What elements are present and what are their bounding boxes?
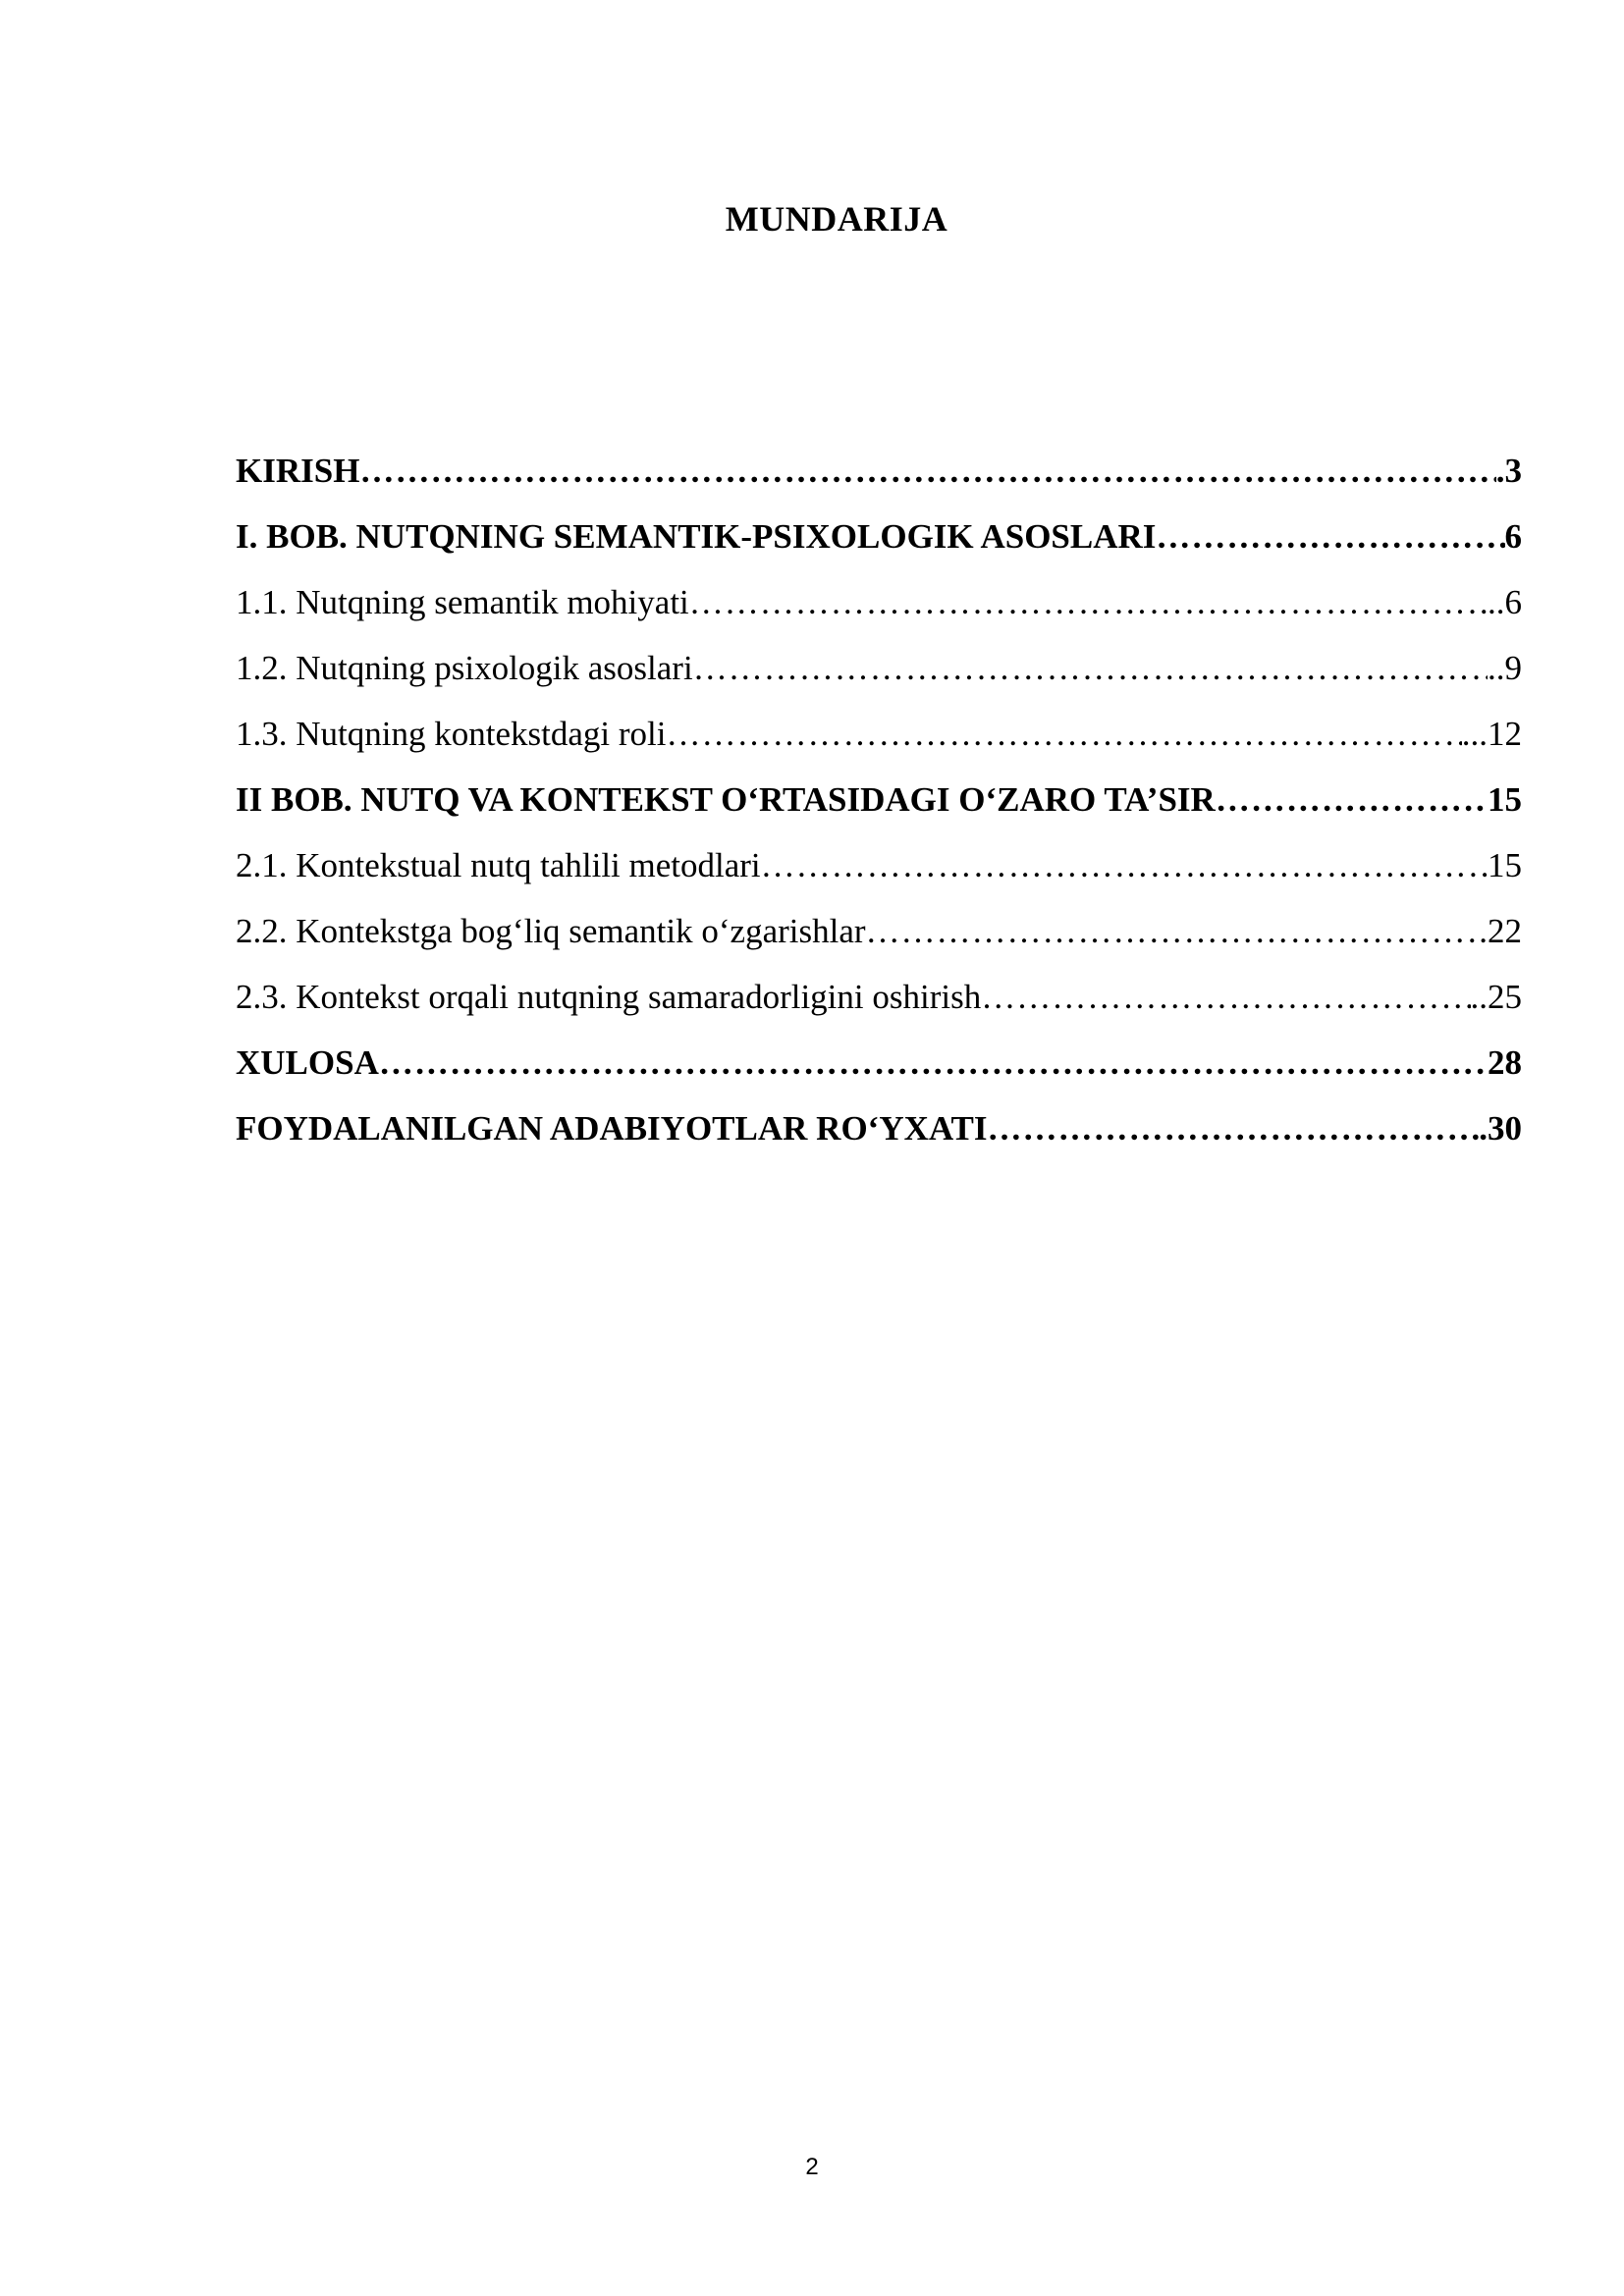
toc-leader-dots [1216,780,1488,820]
toc-leader-dots [693,649,1488,688]
toc-entry-section-1-3 [236,715,1522,780]
toc-entry-section-2-2 [236,912,1522,978]
toc-entry-section-1-2 [236,649,1522,715]
toc-entry-chapter-1 [236,517,1522,583]
page-title: MUNDARIJA [725,199,948,239]
toc-entry-xulosa [236,1043,1522,1109]
toc-leader-dots [981,978,1470,1017]
toc-entry-label: KIRISH [236,452,360,490]
toc-entry-page: ..25 [1470,978,1522,1016]
toc-entry-page: 15 [1488,846,1522,884]
table-of-contents [236,452,1522,1175]
toc-entry-section-2-1 [236,846,1522,912]
toc-entry-label: II BOB. NUTQ VA KONTEKST O‘RTASIDAGI O‘ZARO TA’SIR [236,780,1216,819]
toc-entry-label: 1.3. Nutqning kontekstdagi roli [236,715,667,753]
toc-entry-page: .30 [1479,1109,1522,1148]
toc-entry-references [236,1109,1522,1175]
toc-entry-page: ..9 [1488,649,1522,687]
toc-entry-kirish [236,452,1522,517]
toc-leader-dots [666,715,1461,754]
toc-entry-page: .22 [1479,912,1522,950]
toc-leader-dots [866,912,1480,951]
toc-entry-page: 6 [1504,517,1522,556]
toc-entry-label: I. BOB. NUTQNING SEMANTIK-PSIXOLOGIK ASOSLARI [236,517,1157,556]
toc-entry-section-2-3 [236,978,1522,1043]
toc-entry-label: 2.3. Kontekst orqali nutqning samaradorligini oshirish [236,978,982,1016]
toc-entry-label: FOYDALANILGAN ADABIYOTLAR RO‘YXATI [236,1109,988,1148]
toc-entry-chapter-2 [236,780,1522,846]
toc-entry-page: .3 [1495,452,1522,490]
toc-entry-label: 1.1. Nutqning semantik mohiyati [236,583,689,621]
page-number: 2 [805,2154,819,2180]
toc-leader-dots [689,583,1488,622]
toc-entry-label: XULOSA [236,1043,379,1082]
toc-leader-dots [988,1109,1480,1148]
toc-entry-label: 2.2. Kontekstga bog‘liq semantik o‘zgarishlar [236,912,866,950]
toc-leader-dots [761,846,1488,885]
toc-entry-page: ...12 [1461,715,1522,753]
toc-entry-page: ..6 [1488,583,1522,621]
toc-entry-label: 1.2. Nutqning psixologik asoslari [236,649,693,687]
toc-leader-dots [1156,517,1504,557]
toc-entry-page: 15 [1488,780,1522,819]
toc-entry-section-1-1 [236,583,1522,649]
toc-entry-label: 2.1. Kontekstual nutq tahlili metodlari [236,846,761,884]
toc-leader-dots [379,1043,1488,1083]
toc-entry-page: 28 [1488,1043,1522,1082]
toc-leader-dots [359,452,1495,491]
